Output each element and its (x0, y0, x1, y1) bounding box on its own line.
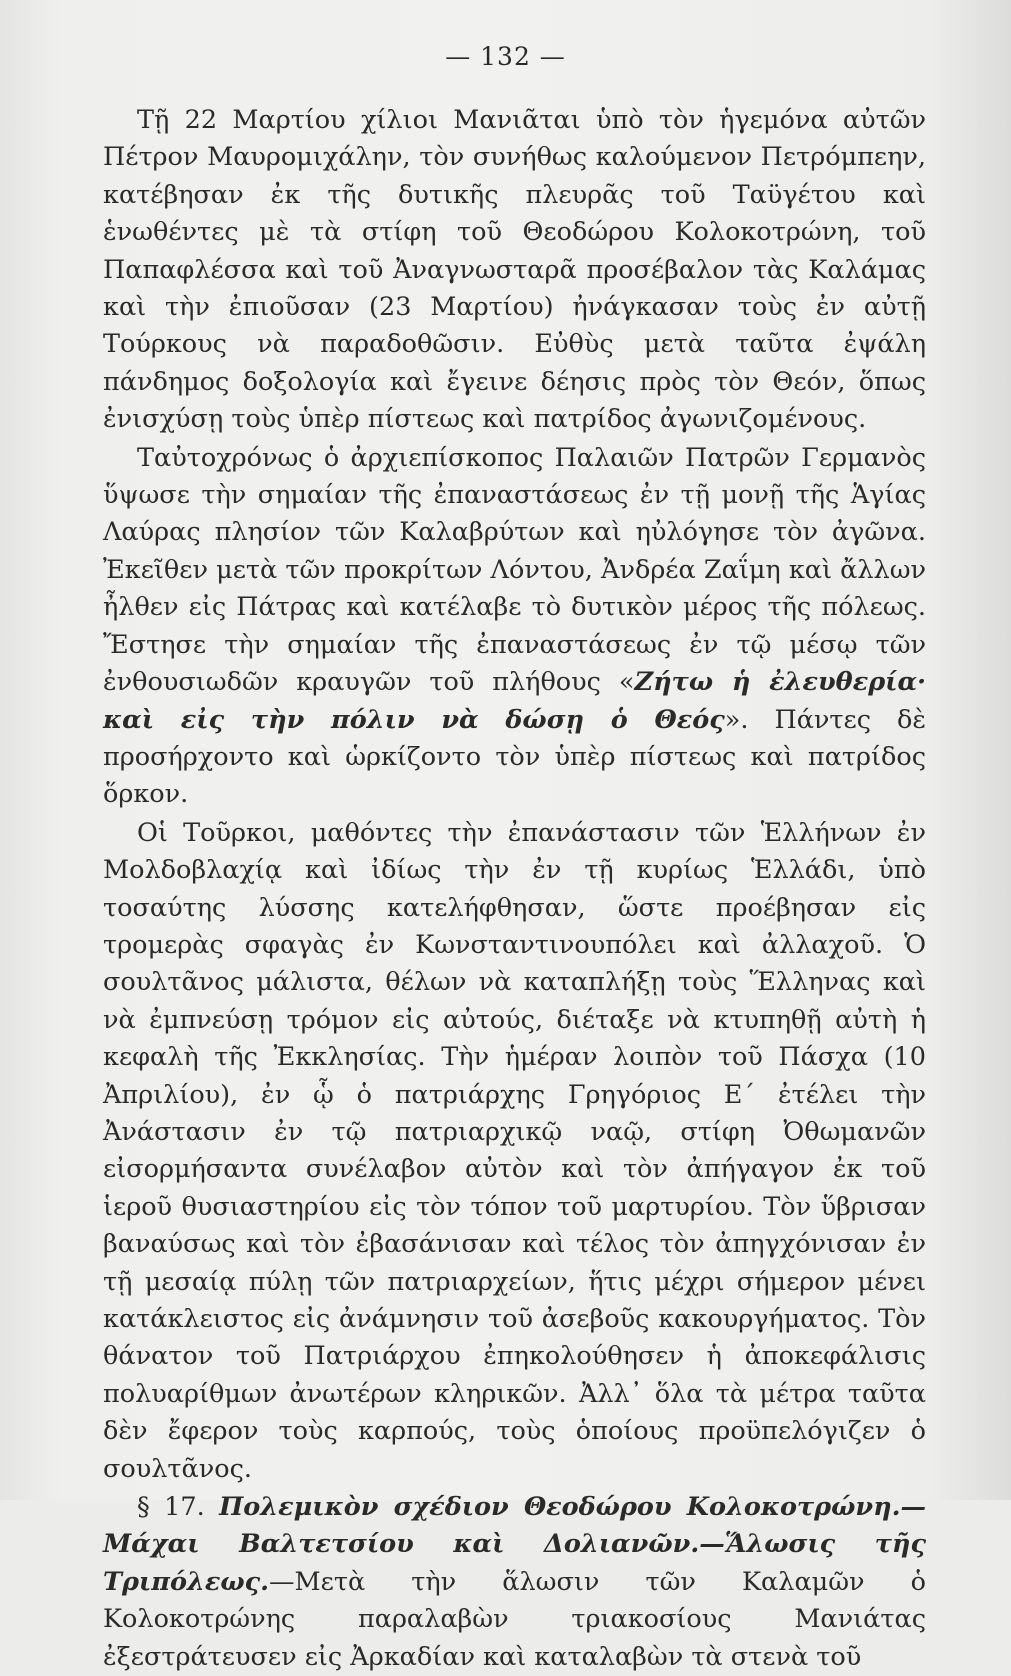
section-body: —Μετὰ τὴν ἅλωσιν τῶν Καλαμῶν ὁ Κολοκοτρώνης παραλαβὼν τριακοσίους Μανιάτας ἐξεστράτευσεν εἰς Ἀρκαδίαν καὶ καταλαβὼν τὰ στενὰ τοῦ (103, 1566, 926, 1672)
section-17 (103, 1489, 926, 1676)
quote-emphasis: Ζήτω ἡ ἐλευθερία· καὶ εἰς τὴν πόλιν νὰ δώσῃ ὁ Θεός (103, 667, 926, 735)
page-number: — 132 — (445, 42, 566, 71)
paragraph-3: Οἱ Τοῦρκοι, μαθόντες τὴν ἐπανάστασιν τῶν Ἑλλήνων ἐν Μολδοβλαχίᾳ καὶ ἰδίως τὴν ἐν τῇ κυρίως Ἑλλάδι, ὑπὸ τοσαύτης λύσσης κατελήφθησαν, ὥστε προέβησαν εἰς τρομερὰς σφαγὰς ἐν Κωνσταντινουπόλει καὶ ἀλλαχοῦ. Ὁ σουλτᾶνος μάλιστα, θέλων νὰ καταπλήξῃ τοὺς Ἕλληνας καὶ νὰ ἐμπνεύσῃ τρόμον εἰς αὐτούς, διέταξε νὰ κτυπηθῇ αὐτὴ ἡ κεφαλὴ τῆς Ἐκκλησίας. Τὴν ἡμέραν λοιπὸν τοῦ Πάσχα (10 Ἀπριλίου), ἐν ᾧ ὁ πατριάρχης Γρηγόριος Ε΄ ἐτέλει τὴν Ἀνάστασιν ἐν τῷ πατριαρχικῷ ναῷ, στίφη Ὀθωμανῶν εἰσορμήσαντα συνέλαβον αὐτὸν καὶ τὸν ἀπήγαγον ἐκ τοῦ ἱεροῦ θυσιαστηρίου εἰς τὸν τόπον τοῦ μαρτυρίου. Τὸν ὕβρισαν βαναύσως καὶ τὸν ἐβασάνισαν καὶ τέλος τὸν ἀπηγχόνισαν ἐν τῇ μεσαίᾳ πύλῃ τῶν πατριαρχείων, ἥτις μέχρι σήμερον μένει κατάκλειστος εἰς ἀνάμνησιν τοῦ ἀσεβοῦς κακουργήματος. Τὸν θάνατον τοῦ Πατριάρχου ἐπηκολούθησεν ἡ ἀποκεφάλισις πολυαρίθμων ἀνωτέρων κληρικῶν. Ἀλλ᾽ ὅλα τὰ μέτρα ταῦτα δὲν ἔφερον τοὺς καρπούς, τοὺς ὁποίους προϋπελόγιζεν ὁ σουλτᾶνος. (103, 817, 926, 1484)
paragraph-2-end: ». Πάντες δὲ προσήρχοντο καὶ ὡρκίζοντο τὸν ὑπὲρ πίστεως καὶ πατρίδος ὅρκον. (103, 704, 927, 810)
page-text (103, 102, 926, 1676)
paragraph-2-text: Ταὐτοχρόνως ὁ ἀρχιεπίσκοπος Παλαιῶν Πατρῶν Γερμανὸς ὕψωσε τὴν σημαίαν τῆς ἐπαναστάσεως ἐν τῇ μονῇ τῆς Ἁγίας Λαύρας πλησίον τῶν Καλαβρύτων καὶ ηὐλόγησε τὸν ἀγῶνα. Ἐκεῖθεν μετὰ τῶν προκρίτων Λόντου, Ἀνδρέα Ζαΐμη καὶ ἄλλων ἦλθεν εἰς Πάτρας καὶ κατέλαβε τὸ δυτικὸν μέρος τῆς πόλεως. Ἔστησε τὴν σημαίαν τῆς ἐπαναστάσεως ἐν τῷ μέσῳ τῶν ἐνθουσιωδῶν κραυγῶν τοῦ πλήθους « (103, 442, 926, 698)
paragraph-1: Τῇ 22 Μαρτίου χίλιοι Μανιᾶται ὑπὸ τὸν ἡγεμόνα αὐτῶν Πέτρον Μαυρομιχάλην, τὸν συνήθως καλούμενον Πετρόμπεην, κατέβησαν ἐκ τῆς δυτικῆς πλευρᾶς τοῦ Ταϋγέτου καὶ ἑνωθέντες μὲ τὰ στίφη τοῦ Θεοδώρου Κολοκοτρώνη, τοῦ Παπαφλέσσα καὶ τοῦ Ἀναγνωσταρᾶ προσέβαλον τὰς Καλάμας καὶ τὴν ἐπιοῦσαν (23 Μαρτίου) ἠνάγκασαν τοὺς ἐν αὐτῇ Τούρκους νὰ παραδοθῶσιν. Εὐθὺς μετὰ ταῦτα ἐψάλη πάνδημος δοξολογία καὶ ἔγεινε δέησις πρὸς τὸν Θεόν, ὅπως ἐνισχύσῃ τοὺς ὑπὲρ πίστεως καὶ πατρίδος ἀγωνιζομένους. (103, 105, 926, 435)
paragraph-2 (103, 440, 926, 814)
section-title: Πολεμικὸν σχέδιον Θεοδώρου Κολοκοτρώνη.— Μάχαι Βαλτετσίου καὶ Δολιανῶν.—Ἅλωσις τῆς Τριπόλεως. (103, 1492, 926, 1597)
section-mark: § 17. (137, 1492, 205, 1523)
